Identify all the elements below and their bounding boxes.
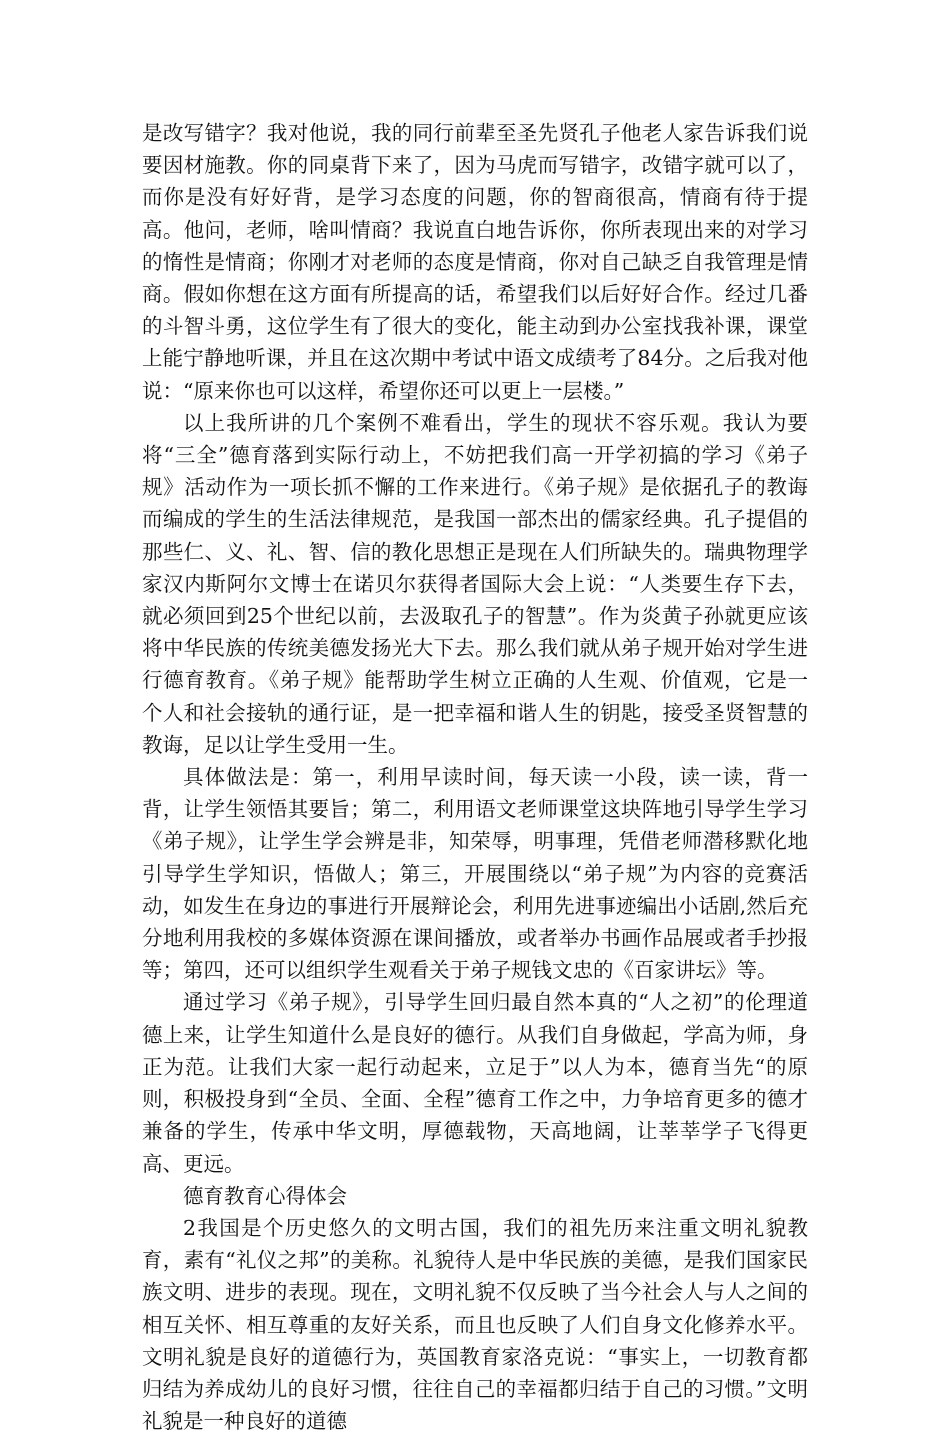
paragraph-1: 是改写错字？我对他说，我的同行前辈至圣先贤孔子他老人家告诉我们说要因材施教。你的同桌背下来了，因为马虎而写错字，改错字就可以了，而你是没有好好背，是学习态度的问题，你的智商很高，情商有待于提高。他问，老师，啥叫情商？我说直白地告诉你，你所表现出来的对学习的惰性是情商；你刚才对老师的态度是情商，你对自己缺乏自我管理是情商。假如你想在这方面有所提高的话，希望我们以后好好合作。经过几番的斗智斗勇，这位学生有了很大的变化，能主动到办公室找我补课，课堂上能宁静地听课，并且在这次期中考试中语文成绩考了84分。之后我对他说：“原来你也可以这样，希望你还可以更上一层楼。” bbox=[142, 121, 808, 403]
paragraph-5: 2我国是个历史悠久的文明古国，我们的祖先历来注重文明礼貌教育，素有“礼仪之邦”的美称。礼貌待人是中华民族的美德，是我们国家民族文明、进步的表现。现在，文明礼貌不仅反映了当今社会人与人之间的相互关怀、相互尊重的友好关系，而且也反映了人们自身文化修养水平。文明礼貌是良好的道德行为，英国教育家洛克说：“事实上，一切教育都归结为养成幼儿的良好习惯，往往自己的幸福都归结于自己的习惯。”文明礼貌是一种良好的道德 bbox=[142, 1215, 808, 1434]
paragraph-3: 具体做法是：第一，利用早读时间，每天读一小段，读一读，背一背，让学生领悟其要旨；第二，利用语文老师课堂这块阵地引导学生学习《弟子规》，让学生学会辨是非，知荣辱，明事理，凭借老师潜移默化地引导学生学知识，悟做人；第三，开展围绕以“弟子规”为内容的竞赛活动，如发生在身边的事进行开展辩论会，利用先进事迹编出小话剧,然后充分地利用我校的多媒体资源在课间播放，或者举办书画作品展或者手抄报等；第四，还可以组织学生观看关于弟子规钱文忠的《百家讲坛》等。 bbox=[142, 765, 808, 983]
paragraph-2: 以上我所讲的几个案例不难看出，学生的现状不容乐观。我认为要将“三全”德育落到实际行动上，不妨把我们高一开学初搞的学习《弟子规》活动作为一项长抓不懈的工作来进行。《弟子规》是依据孔子的教诲而编成的学生的生活法律规范，是我国一部杰出的儒家经典。孔子提倡的那些仁、义、礼、智、信的教化思想正是现在人们所缺失的。瑞典物理学家汉内斯阿尔文博士在诺贝尔获得者国际大会上说：“人类要生存下去，就必须回到25个世纪以前，去汲取孔子的智慧”。作为炎黄子孙就更应该将中华民族的传统美德发扬光大下去。那么我们就从弟子规开始对学生进行德育教育。《弟子规》能帮助学生树立正确的人生观、价值观，它是一个人和社会接轨的通行证，是一把幸福和谐人生的钥匙，接受圣贤智慧的教诲，足以让学生受用一生。 bbox=[142, 410, 808, 757]
document-body bbox=[142, 117, 808, 1437]
section-heading: 德育教育心得体会 bbox=[183, 1183, 347, 1208]
paragraph-4: 通过学习《弟子规》，引导学生回归最自然本真的“人之初”的伦理道德上来，让学生知道什么是良好的德行。从我们自身做起，学高为师，身正为范。让我们大家一起行动起来，立足于”以人为本，德育当先“的原则，积极投身到“全员、全面、全程”德育工作之中，力争培育更多的德才兼备的学生，传承中华文明，厚德载物，天高地阔，让莘莘学子飞得更高、更远。 bbox=[142, 990, 808, 1176]
